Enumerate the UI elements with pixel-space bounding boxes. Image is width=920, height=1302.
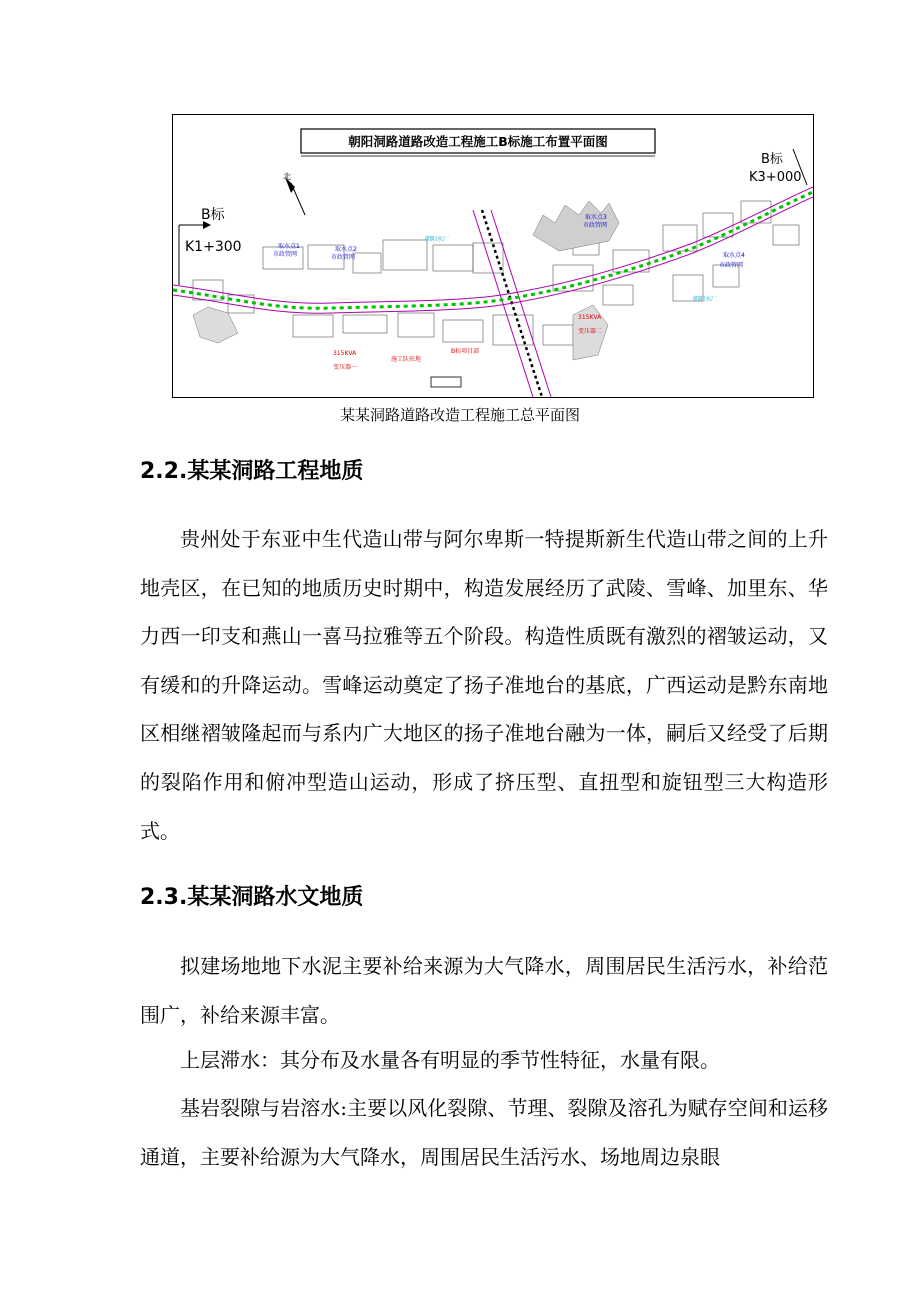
site-plan-drawing bbox=[173, 115, 813, 397]
paragraph-hydro-3: 基岩裂隙与岩溶水:主要以风化裂隙、节理、裂隙及溶孔为赋存空间和运移通道，主要补给源为大气降水，周围居民生活污水、场地周边泉眼 bbox=[140, 1096, 828, 1169]
main-road bbox=[173, 187, 813, 313]
paragraph-geology: 贵州处于东亚中生代造山带与阿尔卑斯一特提斯新生代造山带之间的上升地壳区，在已知的地质历史时期中，构造发展经历了武陵、雪峰、加里东、华力西一印支和燕山一喜马拉雅等五个阶段。构造性质既有激烈的褶皱运动，又有缓和的升降运动。雪峰运动奠定了扬子准地台的基底，广西运动是黔东南地区相继褶皱隆起而与系内广大地区的扬子准地台融为一体，嗣后又经受了后期的裂陷作用和俯冲型造山运动，形成了挤压型、直扭型和旋钮型三大构造形式。 bbox=[140, 527, 828, 843]
water-label: 市政管网 bbox=[719, 262, 744, 269]
station-right-label: B标 bbox=[761, 152, 783, 167]
water-label: 市政管网 bbox=[273, 251, 298, 258]
paragraph-hydro-1: 拟建场地地下水泥主要补给来源为大气降水，周围居民生活污水，补给范围广，补给来源丰富。 bbox=[140, 954, 828, 1027]
water-point-labels bbox=[273, 213, 745, 269]
station-marker-left bbox=[179, 206, 242, 285]
site-plan-figure bbox=[172, 114, 814, 398]
station-left-value: K1+300 bbox=[185, 239, 242, 255]
water-label: 取水点4 bbox=[723, 252, 745, 259]
water-label: 市政管网 bbox=[331, 254, 356, 261]
water-label: 市政管网 bbox=[583, 222, 608, 229]
section-heading-geology: 2.2.某某洞路工程地质 bbox=[140, 459, 364, 484]
section-heading-hydrogeology: 2.3.某某洞路水文地质 bbox=[140, 885, 364, 910]
facility-labels bbox=[333, 314, 602, 371]
water-label: 取水点3 bbox=[585, 214, 607, 221]
facility-label: B标项目部 bbox=[451, 348, 480, 355]
building-blocks bbox=[193, 201, 799, 345]
facility-label: 变压器二 bbox=[578, 328, 603, 335]
station-left-label: B标 bbox=[201, 207, 225, 223]
water-label: 取水点1 bbox=[278, 243, 300, 250]
station-right-value: K3+000 bbox=[749, 170, 802, 185]
station-marker-right bbox=[749, 149, 807, 185]
water-label: 取水点2 bbox=[335, 246, 357, 253]
facility-label: 变压器一 bbox=[333, 364, 358, 371]
north-mark: 北 bbox=[283, 172, 291, 181]
map-title: 朝阳洞路道路改造工程施工B标施工布置平面图 bbox=[348, 134, 608, 149]
figure-caption: 某某洞路道路改造工程施工总平面图 bbox=[339, 406, 580, 424]
facility-label: 315KVA bbox=[333, 350, 357, 357]
north-arrow bbox=[283, 171, 305, 215]
facility-label: 施工队驻地 bbox=[391, 356, 422, 363]
plant-label: 朝阳水厂 bbox=[425, 236, 450, 243]
paragraph-hydro-2: 上层滞水：其分布及水量各有明显的季节性特征，水量有限。 bbox=[180, 1048, 720, 1072]
facility-label: 315KVA bbox=[578, 314, 602, 321]
terrain-hatch bbox=[193, 201, 619, 360]
plant-label: 朝阳水厂 bbox=[693, 296, 718, 303]
